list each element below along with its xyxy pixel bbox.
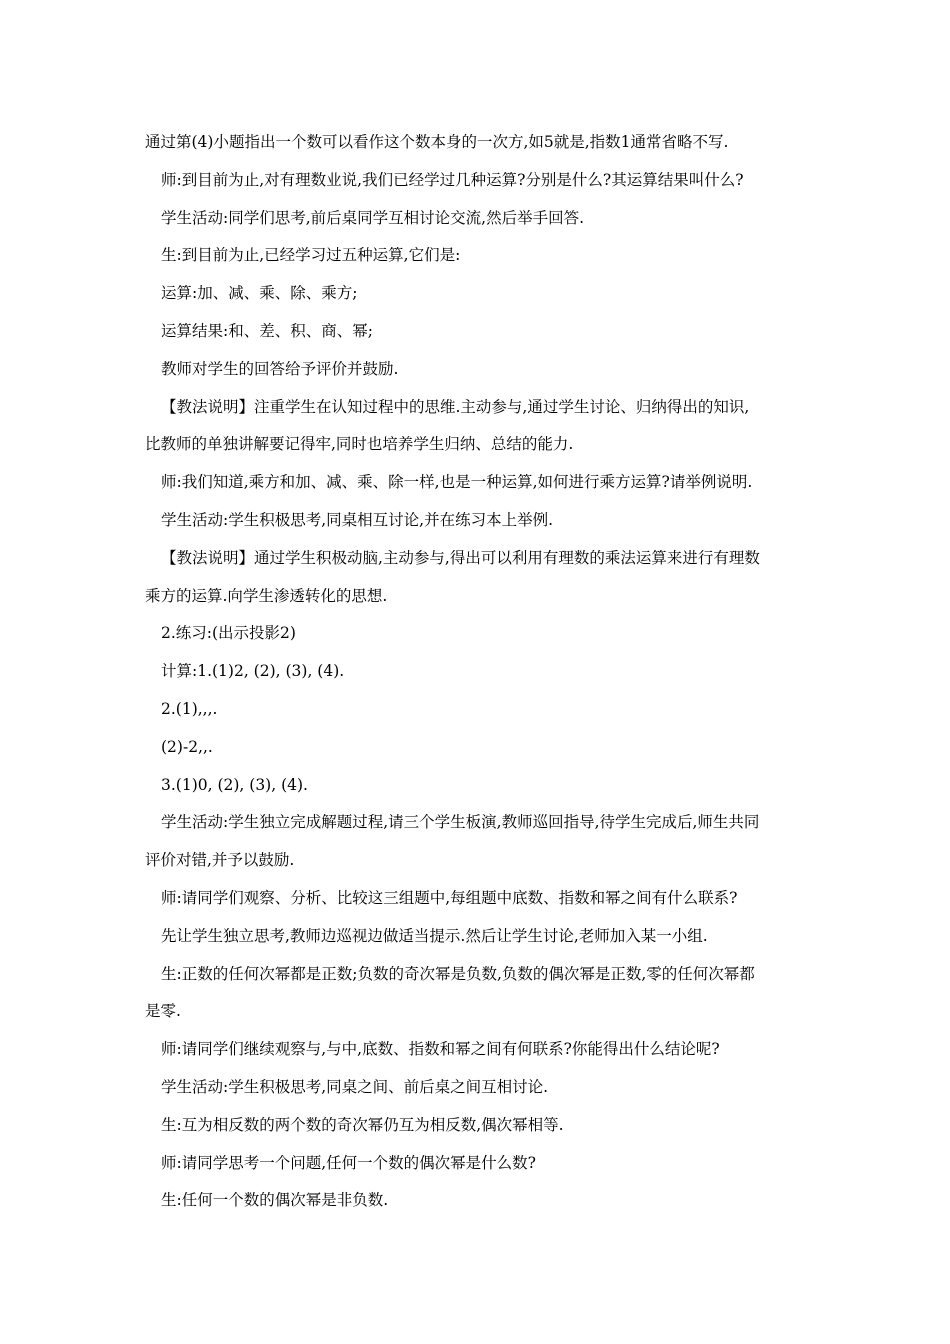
paragraph-line: 运算:加、减、乘、除、乘方; [161,284,358,303]
paragraph-line: 生:任何一个数的偶次幂是非负数. [161,1191,389,1210]
paragraph-line: 师:请同学思考一个问题,任何一个数的偶次幂是什么数? [161,1153,536,1172]
paragraph-line: 比教师的单独讲解要记得牢,同时也培养学生归纳、总结的能力. [145,435,574,454]
paragraph-line: 学生活动:学生独立完成解题过程,请三个学生板演,教师巡回指导,待学生完成后,师生共同 [161,813,760,832]
paragraph-line: 教师对学生的回答给予评价并鼓励. [161,359,399,378]
paragraph-line: 先让学生独立思考,教师边巡视边做适当提示.然后让学生讨论,老师加入某一小组. [161,926,708,945]
paragraph-line: 3.(1)0, (2), (3), (4). [161,775,308,794]
paragraph-line: 生:互为相反数的两个数的奇次幂仍互为相反数,偶次幂相等. [161,1115,564,1134]
paragraph-line: 生:到目前为止,已经学习过五种运算,它们是: [161,246,461,265]
paragraph-line: 是零. [145,1002,181,1021]
paragraph-line: 生:正数的任何次幂都是正数;负数的奇次幂是负数,负数的偶次幂是正数,零的任何次幂都 [161,964,755,983]
paragraph-line: 通过第(4)小题指出一个数可以看作这个数本身的一次方,如5就是,指数1通常省略不写. [145,133,729,151]
paragraph-line: 师:请同学们观察、分析、比较这三组题中,每组题中底数、指数和幂之间有什么联系? [161,888,738,907]
paragraph-line: 运算结果:和、差、积、商、幂; [161,321,373,340]
paragraph-line: (2)-2,,. [161,737,213,756]
paragraph-line: 学生活动:学生积极思考,同桌相互讨论,并在练习本上举例. [161,510,554,529]
paragraph-line: 学生活动:同学们思考,前后桌同学互相讨论交流,然后举手回答. [161,208,585,227]
paragraph-line: 师:请同学们继续观察与,与中,底数、指数和幂之间有何联系?你能得出什么结论呢? [161,1040,720,1059]
paragraph-line: 学生活动:学生积极思考,同桌之间、前后桌之间互相讨论. [161,1077,549,1096]
paragraph-line: 评价对错,并予以鼓励. [145,851,295,870]
paragraph-line: 【教法说明】通过学生积极动脑,主动参与,得出可以利用有理数的乘法运算来进行有理数 [161,548,760,567]
paragraph-line: 2.(1),,,. [161,699,218,718]
paragraph-line: 师:我们知道,乘方和加、减、乘、除一样,也是一种运算,如何进行乘方运算?请举例说明. [161,473,753,492]
paragraph-line: 2.练习:(出示投影2) [161,624,296,643]
document-body [145,124,810,1220]
paragraph-line: 计算:1.(1)2, (2), (3), (4). [161,662,345,681]
paragraph-line: 师:到目前为止,对有理数业说,我们已经学过几种运算?分别是什么?其运算结果叫什么? [161,170,744,189]
paragraph-line: 【教法说明】注重学生在认知过程中的思维.主动参与,通过学生讨论、归纳得出的知识, [161,397,750,416]
paragraph-line: 乘方的运算.向学生渗透转化的思想. [145,586,388,605]
